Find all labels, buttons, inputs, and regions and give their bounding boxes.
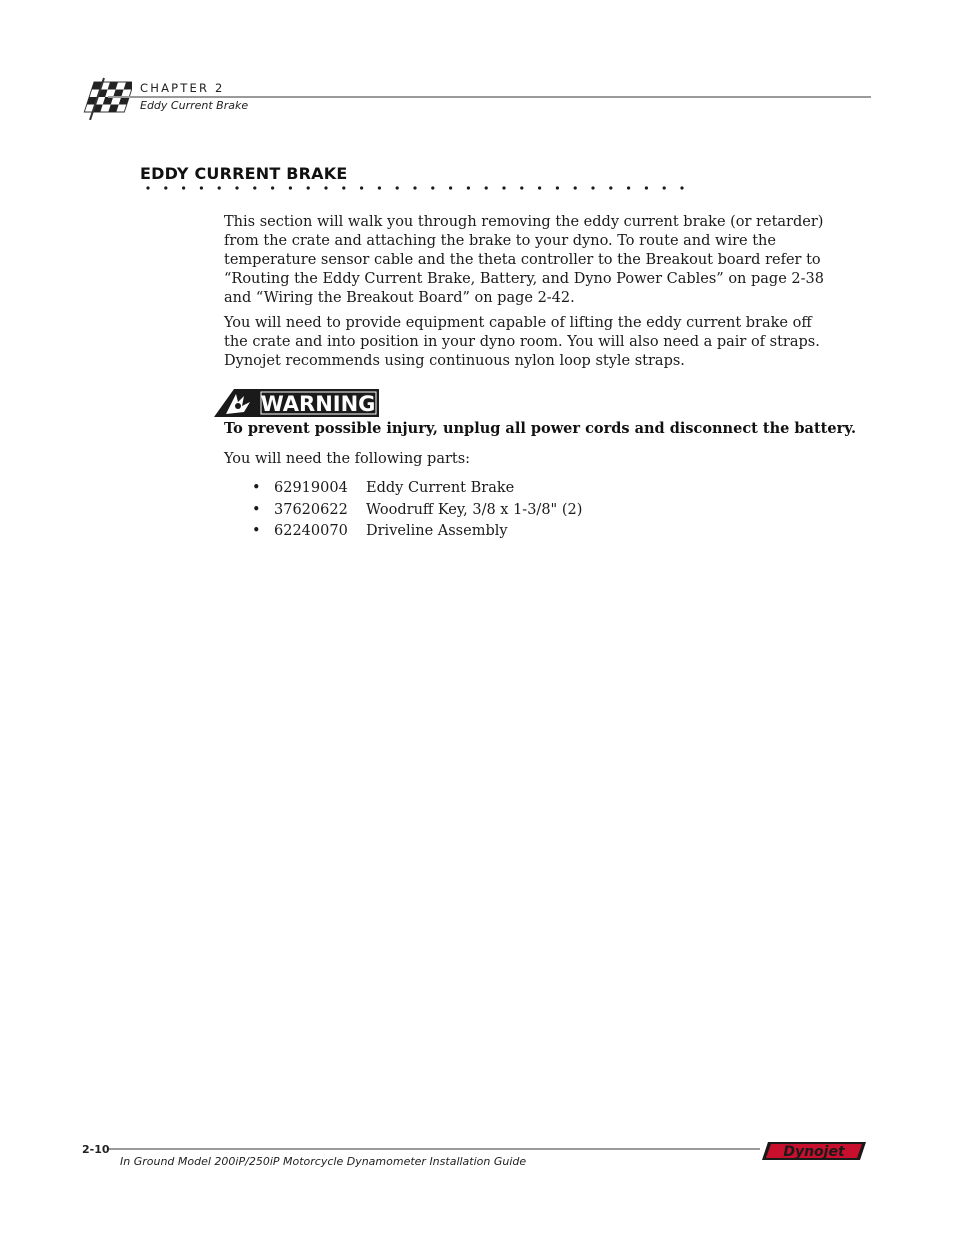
list-item <box>252 521 582 543</box>
rule-dot <box>289 186 292 189</box>
rule-dot <box>556 186 559 189</box>
rule-dot <box>645 186 648 189</box>
rule-dot <box>431 186 434 189</box>
rule-dot <box>467 186 470 189</box>
intro-paragraph: This section will walk you through removing the eddy current brake (or retarder) from the crate and attaching the brake to your dyno. To route and wire the temperature sensor cable and the theta controller to the Breakout board refer to “Routing the Eddy Current Brake, Battery, and Dyno Power Cables” on page 2-38 and “Wiring the Breakout Board” on page 2-42. <box>224 214 824 306</box>
rule-dot <box>485 186 488 189</box>
rule-dot <box>164 186 167 189</box>
checkered-flag-icon <box>82 76 132 120</box>
page-title: EDDY CURRENT BRAKE <box>140 164 348 183</box>
page-number: 2-10 <box>82 1143 110 1156</box>
rule-dot <box>218 186 221 189</box>
warning-text: To prevent possible injury, unplug all power cords and disconnect the battery. <box>224 420 857 437</box>
rule-dot <box>146 186 149 189</box>
rule-dot <box>253 186 256 189</box>
list-item <box>252 500 582 522</box>
rule-dot <box>378 186 381 189</box>
rule-dot <box>538 186 541 189</box>
part-description: Eddy Current Brake <box>366 480 515 496</box>
header-divider <box>108 96 871 98</box>
part-description: Woodruff Key, 3/8 x 1-3/8" (2) <box>366 501 583 518</box>
part-description: Driveline Assembly <box>366 523 508 539</box>
part-number: 62240070 <box>274 523 348 539</box>
rule-dot <box>271 186 274 189</box>
rule-dot <box>324 186 327 189</box>
footer-divider <box>108 1148 760 1150</box>
equipment-paragraph: You will need to provide equipment capable of lifting the eddy current brake off the crate and into position in your dyno room. You will also need a pair of straps. Dynojet recommends using continuous nylon loop style straps. <box>224 315 820 369</box>
rule-dot <box>663 186 666 189</box>
rule-dot <box>200 186 203 189</box>
bullet: • <box>252 501 261 518</box>
part-number: 37620622 <box>274 501 348 518</box>
section-label: Eddy Current Brake <box>140 99 249 112</box>
warning-label: WARNING <box>260 392 376 416</box>
rule-dot <box>609 186 612 189</box>
rule-dot <box>680 186 683 189</box>
rule-dot <box>627 186 630 189</box>
title-dotted-rule <box>146 183 686 193</box>
rule-dot <box>574 186 577 189</box>
bullet: • <box>252 480 261 496</box>
chapter-label: CHAPTER 2 <box>140 81 225 95</box>
rule-dot <box>360 186 363 189</box>
bullet: • <box>252 523 261 539</box>
warning-banner <box>214 388 380 418</box>
part-number: 62919004 <box>274 480 348 496</box>
rule-dot <box>342 186 345 189</box>
rule-dot <box>413 186 416 189</box>
rule-dot <box>591 186 594 189</box>
rule-dot <box>182 186 185 189</box>
rule-dot <box>235 186 238 189</box>
list-item <box>252 478 582 500</box>
rule-dot <box>449 186 452 189</box>
parts-intro: You will need the following parts: <box>224 451 471 467</box>
brand-logo-text: Dynojet <box>783 1144 845 1160</box>
rule-dot <box>396 186 399 189</box>
dynojet-logo <box>762 1140 866 1162</box>
rule-dot <box>502 186 505 189</box>
guide-title: In Ground Model 200iP/250iP Motorcycle Dynamometer Installation Guide <box>120 1155 527 1168</box>
parts-list <box>252 478 582 543</box>
rule-dot <box>307 186 310 189</box>
rule-dot <box>520 186 523 189</box>
